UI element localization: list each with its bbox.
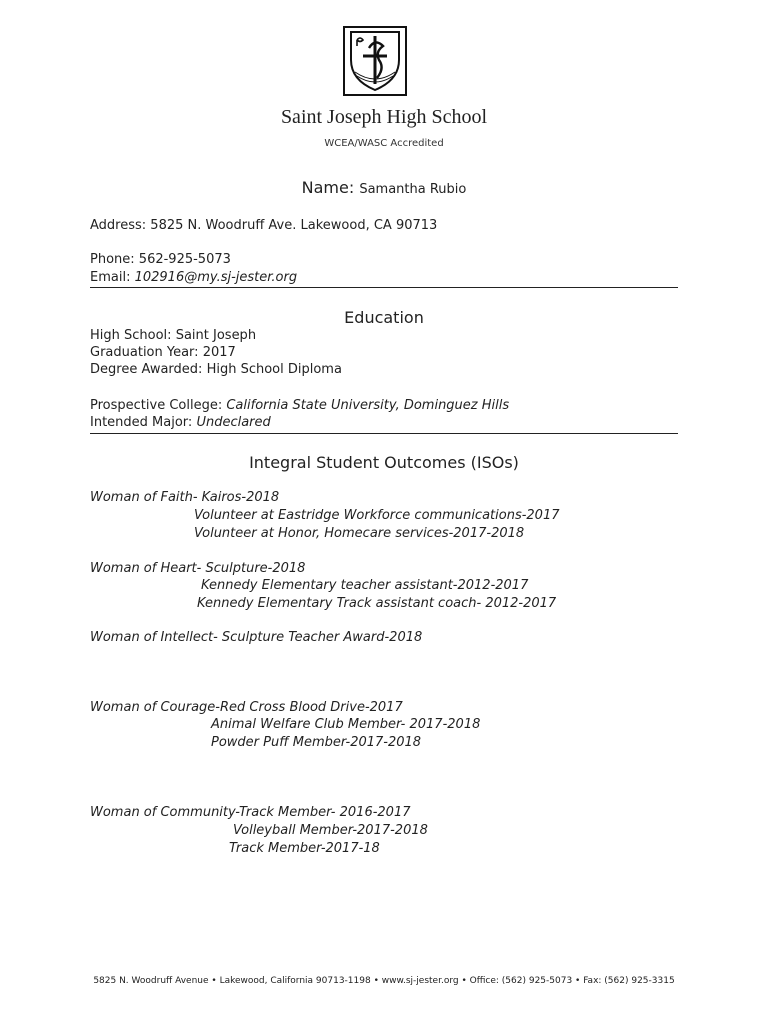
graduation-year-value: 2017 <box>202 345 236 360</box>
education-heading: Education <box>344 308 424 327</box>
iso-item: Animal Welfare Club Member- 2017-2018 <box>211 717 481 732</box>
iso-item: Kennedy Elementary teacher assistant-2012-2017 <box>201 578 529 593</box>
phone-value: 562-925-5073 <box>138 252 231 267</box>
iso-heading: Integral Student Outcomes (ISOs) <box>249 453 519 472</box>
iso-item: Woman of Faith- Kairos-2018 <box>90 490 280 505</box>
degree-value: High School Diploma <box>206 362 342 377</box>
iso-item: Volunteer at Eastridge Workforce communications-2017 <box>194 508 560 523</box>
iso-item: Woman of Heart- Sculpture-2018 <box>90 561 306 576</box>
divider-line <box>90 433 678 434</box>
major-label: Intended Major: <box>90 415 193 430</box>
student-name <box>0 178 768 197</box>
school-name: Saint Joseph High School <box>280 106 488 128</box>
iso-item: Kennedy Elementary Track assistant coach- 2012-2017 <box>197 596 557 611</box>
iso-item: Powder Puff Member-2017-2018 <box>211 735 422 750</box>
email-line <box>90 269 297 286</box>
iso-item: Track Member-2017-18 <box>229 841 380 856</box>
accreditation-text: WCEA/WASC Accredited <box>324 138 444 149</box>
phone-label: Phone: <box>90 252 135 267</box>
email-value: 102916@my.sj-jester.org <box>134 270 298 285</box>
address-value: 5825 N. Woodruff Ave. Lakewood, CA 90713 <box>150 218 438 233</box>
iso-item: Woman of Intellect- Sculpture Teacher Award-2018 <box>90 630 423 645</box>
high-school-label: High School: <box>90 328 172 343</box>
iso-item: Volleyball Member-2017-2018 <box>233 823 428 838</box>
address-label: Address: <box>90 218 147 233</box>
graduation-year-label: Graduation Year: <box>90 345 199 360</box>
name-label: Name: <box>301 178 355 197</box>
phone-line <box>90 251 231 268</box>
address-line <box>90 217 437 234</box>
college-line <box>90 397 509 414</box>
graduation-year-line <box>90 344 236 361</box>
degree-line <box>90 361 342 378</box>
major-line <box>90 414 271 431</box>
college-label: Prospective College: <box>90 398 223 413</box>
high-school-line <box>90 327 256 344</box>
school-crest-logo <box>343 26 407 96</box>
college-value: California State University, Dominguez Hills <box>226 398 510 413</box>
email-label: Email: <box>90 270 131 285</box>
footer-contact-line: 5825 N. Woodruff Avenue • Lakewood, California 90713-1198 • www.sj-jester.org • Office: (562) 925-5073 • Fax: (562) 925-3315 <box>93 976 675 986</box>
major-value: Undeclared <box>196 415 271 430</box>
divider-line <box>90 287 678 288</box>
name-value: Samantha Rubio <box>359 182 467 197</box>
iso-item: Woman of Courage-Red Cross Blood Drive-2017 <box>90 700 403 715</box>
high-school-value: Saint Joseph <box>175 328 257 343</box>
iso-item: Volunteer at Honor, Homecare services-2017-2018 <box>194 526 525 541</box>
iso-item: Woman of Community-Track Member- 2016-2017 <box>90 805 411 820</box>
degree-label: Degree Awarded: <box>90 362 203 377</box>
